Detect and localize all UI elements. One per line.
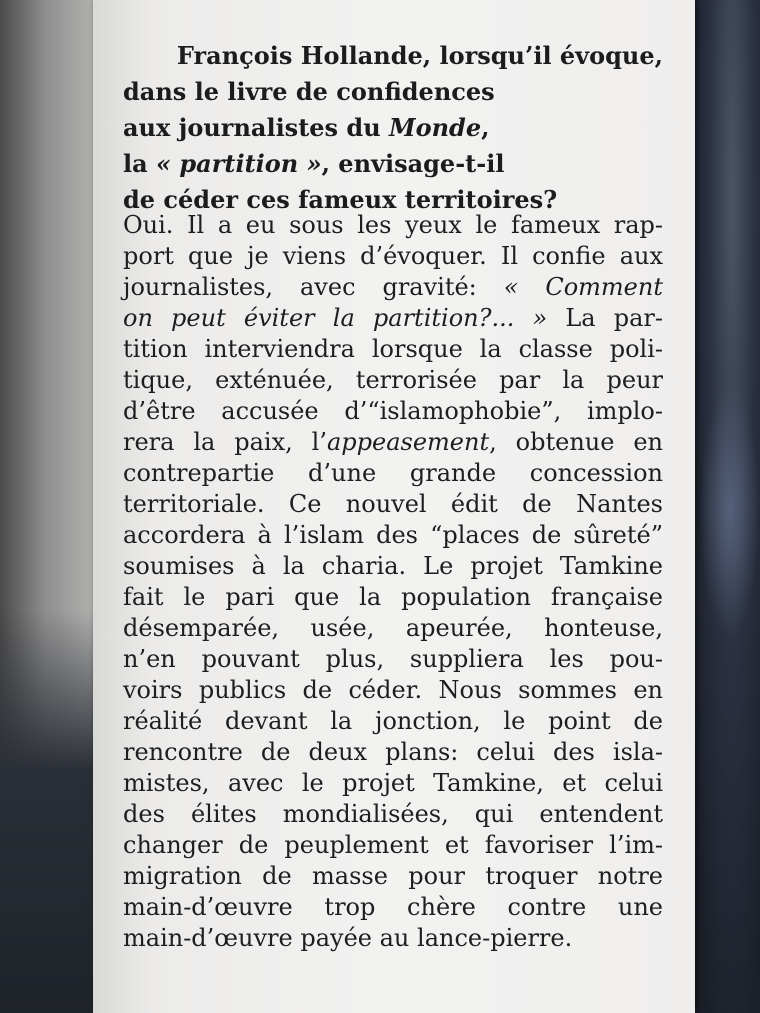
question-line: dans le livre de confidences	[123, 77, 495, 106]
answer-line: changer de peuplement et favoriser l’im-	[123, 831, 663, 859]
question-line: la « partition », envisage-t-il	[123, 149, 505, 178]
interview-question	[123, 38, 663, 218]
answer-line: Oui. Il a eu sous les yeux le fameux rap-	[123, 211, 663, 239]
question-line: aux journalistes du Monde,	[123, 113, 490, 142]
answer-line: main-d’œuvre trop chère contre une	[123, 893, 663, 921]
answer-line: tition interviendra lorsque la classe poli-	[123, 335, 663, 363]
interview-answer	[123, 210, 663, 954]
answer-line: soumises à la charia. Le projet Tamkine	[123, 552, 663, 580]
answer-line: accordera à l’islam des “places de sûreté”	[123, 521, 663, 549]
answer-line: rera la paix, l’appeasement, obtenue en	[123, 428, 663, 456]
answer-line: journalistes, avec gravité: « Comment	[123, 273, 663, 301]
answer-line: main-d’œuvre payée au lance-pierre.	[123, 924, 573, 952]
answer-line: des élites mondialisées, qui entendent	[123, 800, 663, 828]
background-left-fabric	[0, 610, 100, 1013]
answer-line: tique, exténuée, terrorisée par la peur	[123, 366, 663, 394]
answer-line: désemparée, usée, apeurée, honteuse,	[123, 614, 663, 642]
answer-line: n’en pouvant plus, suppliera les pou-	[123, 645, 663, 673]
answer-line: voirs publics de céder. Nous sommes en	[123, 676, 663, 704]
answer-line: territoriale. Ce nouvel édit de Nantes	[123, 490, 663, 518]
question-line: François Hollande, lorsqu’il évoque,	[176, 41, 663, 70]
answer-line: rencontre de deux plans: celui des isla-	[123, 738, 663, 766]
answer-line: on peut éviter la partition?... » La par-	[123, 304, 664, 332]
answer-line: contrepartie d’une grande concession	[123, 459, 663, 487]
answer-line: port que je viens d’évoquer. Il confie aux	[123, 242, 663, 270]
page	[93, 0, 695, 1013]
answer-line: réalité devant la jonction, le point de	[123, 707, 663, 735]
answer-line: d’être accusée d’“islamophobie”, implo-	[123, 397, 663, 425]
answer-line: migration de masse pour troquer notre	[123, 862, 663, 890]
background-right-sheen	[700, 380, 760, 640]
question-line: de céder ces fameux territoires?	[123, 185, 558, 214]
answer-line: mistes, avec le projet Tamkine, et celui	[123, 769, 663, 797]
answer-line: fait le pari que la population française	[123, 583, 663, 611]
